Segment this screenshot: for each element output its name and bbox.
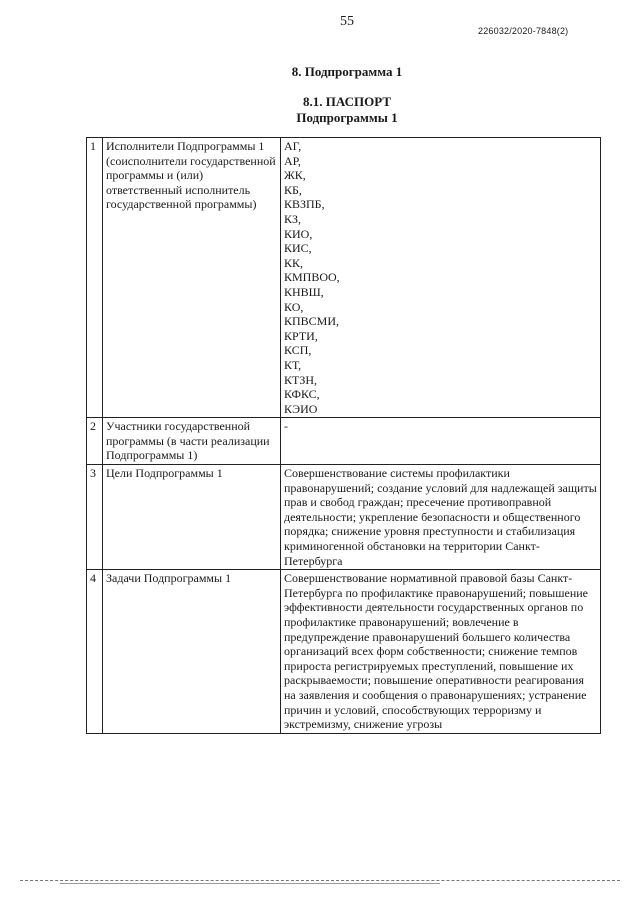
table-row: [87, 570, 601, 734]
list-item: ЖК,: [284, 168, 306, 183]
row-label-tasks: Задачи Подпрограммы 1: [103, 570, 281, 734]
list-item: КИО,: [284, 226, 313, 241]
participants-value: -: [281, 418, 601, 465]
row-number: 1: [87, 138, 103, 418]
table-row: [87, 418, 601, 465]
tasks-value: Совершенствование нормативной правовой базы Санкт-Петербурга по профилактике правонарушений; повышение эффективности деятельности государственных органов по профилактике правонарушений; вовлечение в предупреждение правонарушений большего количества организаций всех форм собственности; снижение темпов прироста регистрируемых преступлений, повышение их раскрываемости; повышение оперативности реагирования на заявления и сообщения о правонарушениях; устранение причин и условий, способствующих терроризму и экстремизму, снижение угрозы: [281, 570, 601, 734]
list-item: КТЗН,: [284, 372, 318, 387]
list-item: КСП,: [284, 343, 312, 358]
list-item: КМПВОО,: [284, 270, 340, 285]
list-item: КТ,: [284, 357, 302, 372]
table-row: [87, 138, 601, 418]
row-number: 2: [87, 418, 103, 465]
list-item: КО,: [284, 299, 304, 314]
list-item: КИС,: [284, 241, 312, 256]
list-item: КБ,: [284, 182, 302, 197]
list-item: КПВСМИ,: [284, 314, 340, 329]
document-code: 226032/2020-7848(2): [478, 26, 569, 36]
passport-heading: 8.1. ПАСПОРТ: [303, 94, 391, 109]
passport-subtitle: Подпрограммы 1: [296, 110, 398, 125]
row-number: 3: [87, 465, 103, 570]
list-item: АГ,: [284, 139, 302, 153]
scan-edge-line: [60, 883, 440, 884]
list-item: КРТИ,: [284, 328, 318, 343]
section-title: 8. Подпрограмма 1: [291, 64, 403, 79]
list-item: АР,: [284, 153, 301, 168]
list-item: КЭИО: [284, 401, 318, 416]
executors-list: [281, 138, 601, 418]
row-label-participants: Участники государственной программы (в части реализации Подпрограммы 1): [103, 418, 281, 465]
row-label-goals: Цели Подпрограммы 1: [103, 465, 281, 570]
table-row: [87, 465, 601, 570]
list-item: КЗ,: [284, 211, 302, 226]
list-item: КНВШ,: [284, 284, 324, 299]
scan-edge-line: [20, 880, 620, 881]
row-number: 4: [87, 570, 103, 734]
passport-table: [86, 137, 601, 734]
page-number: 55: [340, 14, 354, 29]
goals-value: Совершенствование системы профилактики правонарушений; создание условий для надлежащей защиты прав и свобод граждан; пресечение противоправной деятельности; укрепление безопасности и общественного порядка; снижение уровня преступности и стабилизация криминогенной обстановки на территории Санкт-Петербурга: [281, 465, 601, 570]
row-label-executors: Исполнители Подпрограммы 1 (соисполнители государственной программы и (или) ответственный исполнитель государственной программы): [103, 138, 281, 418]
list-item: КВЗПБ,: [284, 197, 325, 212]
list-item: КК,: [284, 255, 304, 270]
list-item: КФКС,: [284, 387, 320, 402]
